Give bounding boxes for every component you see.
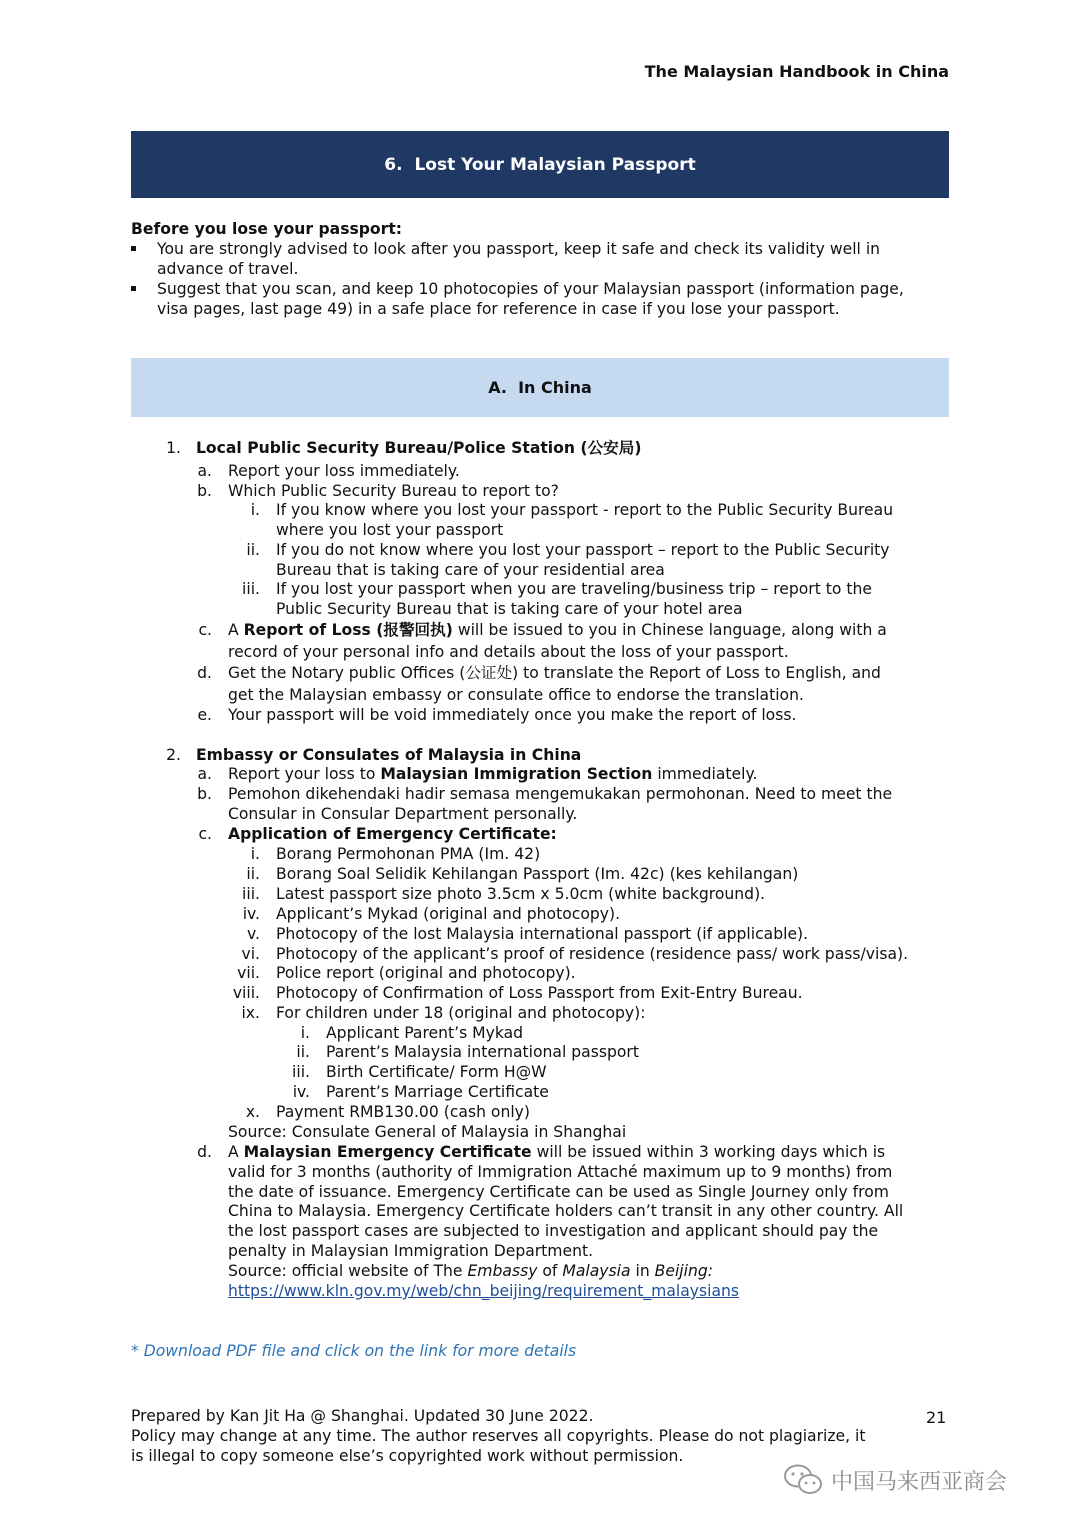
ec-item-text: Police report (original and photocopy). xyxy=(276,964,576,982)
item-1b-iii-line-1: If you lost your passport when you are traveling/business trip – report to the xyxy=(276,580,872,598)
before-bullet-2-line-1: Suggest that you scan, and keep 10 photocopies of your Malaysian passport (information page, xyxy=(157,280,904,298)
item-2d-line-4: China to Malaysia. Emergency Certificate holders can’t transit in any other country. All xyxy=(228,1202,904,1220)
child-item-text: Parent’s Malaysia international passport xyxy=(326,1043,639,1061)
ec-item-text: Applicant’s Mykad (original and photocopy). xyxy=(276,905,621,923)
ec-item-text: Photocopy of Confirmation of Loss Passport from Exit-Entry Bureau. xyxy=(276,984,803,1002)
item-2d-line-5: the lost passport cases are subjected to investigation and applicant should pay the xyxy=(228,1222,879,1240)
section-banner xyxy=(131,131,949,198)
item-2a-text: Report your loss to Malaysian Immigration Section immediately. xyxy=(228,765,758,783)
payment-text: Payment RMB130.00 (cash only) xyxy=(276,1103,530,1121)
child-item-label: iv. xyxy=(292,1083,310,1101)
ec-item-label: v. xyxy=(247,925,260,943)
item-1b-ii-line-2: Bureau that is taking care of your residential area xyxy=(276,561,665,579)
footer-line-1: Prepared by Kan Jit Ha @ Shanghai. Updated 30 June 2022. xyxy=(131,1407,594,1425)
payment-label: x. xyxy=(245,1103,260,1121)
footer-line-2: Policy may change at any time. The author reserves all copyrights. Please do not plagiarize, it xyxy=(131,1427,866,1445)
ec-item-label: vi. xyxy=(241,945,260,963)
item-1e-text: Your passport will be void immediately once you make the report of loss. xyxy=(228,706,797,724)
ec-item-label: viii. xyxy=(232,984,260,1002)
item-1b-i-line-1: If you know where you lost your passport - report to the Public Security Bureau xyxy=(276,501,894,519)
bullet-icon xyxy=(131,286,136,291)
child-item-label: ii. xyxy=(296,1043,310,1061)
ec-item-text: Borang Soal Selidik Kehilangan Passport (Im. 42c) (kes kehilangan) xyxy=(276,865,799,883)
item-2-number: 2. xyxy=(166,746,181,764)
child-item-label: iii. xyxy=(292,1063,310,1081)
running-header: The Malaysian Handbook in China xyxy=(644,62,949,81)
item-1c-line-1: A Report of Loss (报警回执) will be issued to you in Chinese language, along with a xyxy=(228,620,887,639)
item-1b-ii-label: ii. xyxy=(246,541,260,559)
item-2a-label: a. xyxy=(197,765,212,783)
child-item-text: Applicant Parent’s Mykad xyxy=(326,1024,524,1042)
item-2d-line-3: the date of issuance. Emergency Certificate can be used as Single Journey only from xyxy=(228,1183,889,1201)
item-1b-text: Which Public Security Bureau to report to? xyxy=(228,482,559,500)
item-2d-line-6: penalty in Malaysian Immigration Department. xyxy=(228,1242,594,1260)
bullet-icon xyxy=(131,246,136,251)
item-1a-label: a. xyxy=(197,462,212,480)
item-1b-iii-label: iii. xyxy=(242,580,260,598)
ec-item-text: Photocopy of the applicant’s proof of residence (residence pass/ work pass/visa). xyxy=(276,945,909,963)
ec-item-label: ii. xyxy=(246,865,260,883)
ec-item-text: Photocopy of the lost Malaysia international passport (if applicable). xyxy=(276,925,809,943)
item-2c-title: Application of Emergency Certificate: xyxy=(228,825,557,843)
ec-item-label: iv. xyxy=(242,905,260,923)
item-2b-line-1: Pemohon dikehendaki hadir semasa mengemukakan permohonan. Need to meet the xyxy=(228,785,893,803)
item-2d-line-1: A Malaysian Emergency Certificate will be issued within 3 working days which is xyxy=(228,1143,886,1161)
ec-item-text: Borang Permohonan PMA (Im. 42) xyxy=(276,845,541,863)
item-1c-label: c. xyxy=(198,621,212,639)
item-1b-ii-line-1: If you do not know where you lost your passport – report to the Public Security xyxy=(276,541,890,559)
download-note: * Download PDF file and click on the link for more details xyxy=(131,1342,577,1360)
child-item-text: Birth Certificate/ Form H@W xyxy=(326,1063,547,1081)
item-1d-line-2: get the Malaysian embassy or consulate office to endorse the translation. xyxy=(228,686,804,704)
ec-item-label: iii. xyxy=(242,885,260,903)
ec-item-label: vii. xyxy=(237,964,260,982)
ec-item-label: i. xyxy=(250,845,260,863)
before-bullet-2-line-2: visa pages, last page 49) in a safe place for reference in case if you lose your passport. xyxy=(157,300,840,318)
child-item-text: Parent’s Marriage Certificate xyxy=(326,1083,549,1101)
item-2d-source: Source: official website of The Embassy of Malaysia in Beijing: xyxy=(228,1262,713,1280)
item-2d-label: d. xyxy=(197,1143,212,1161)
item-1b-iii-line-2: Public Security Bureau that is taking care of your hotel area xyxy=(276,600,743,618)
item-1b-i-label: i. xyxy=(250,501,260,519)
item-1-number: 1. xyxy=(166,439,181,457)
before-bullet-1-line-2: advance of travel. xyxy=(157,260,299,278)
section-number: 6. xyxy=(384,154,403,175)
item-2c-label: c. xyxy=(198,825,212,843)
ec-source: Source: Consulate General of Malaysia in Shanghai xyxy=(228,1123,627,1141)
item-1b-label: b. xyxy=(197,482,212,500)
item-2b-line-2: Consular in Consular Department personally. xyxy=(228,805,578,823)
item-1b-i-line-2: where you lost your passport xyxy=(276,521,504,539)
wechat-icon xyxy=(783,1463,823,1497)
before-heading: Before you lose your passport: xyxy=(131,220,403,238)
ec-item-label: ix. xyxy=(241,1004,260,1022)
item-1a-text: Report your loss immediately. xyxy=(228,462,460,480)
ec-item-text: Latest passport size photo 3.5cm x 5.0cm (white background). xyxy=(276,885,766,903)
subsection-letter: A. xyxy=(488,378,507,397)
item-2b-label: b. xyxy=(197,785,212,803)
page-number: 21 xyxy=(926,1408,947,1427)
footer-line-3: is illegal to copy someone else’s copyrighted work without permission. xyxy=(131,1447,684,1465)
item-1c-line-2: record of your personal info and details about the loss of your passport. xyxy=(228,643,789,661)
item-1-title: Local Public Security Bureau/Police Station (公安局) xyxy=(196,438,642,457)
before-bullet-1-line-1: You are strongly advised to look after you passport, keep it safe and check its validity well in xyxy=(157,240,881,258)
subsection-title: In China xyxy=(518,378,592,397)
item-1e-label: e. xyxy=(197,706,212,724)
item-1d-label: d. xyxy=(197,664,212,682)
subsection-banner xyxy=(131,358,949,417)
watermark-text: 中国马来西亚商会 xyxy=(831,1469,1008,1495)
watermark xyxy=(783,1463,1007,1497)
section-title: Lost Your Malaysian Passport xyxy=(414,154,696,175)
ec-item-text: For children under 18 (original and photocopy): xyxy=(276,1004,646,1022)
child-item-label: i. xyxy=(300,1024,310,1042)
item-2-title: Embassy or Consulates of Malaysia in China xyxy=(196,746,582,764)
embassy-requirements-link[interactable]: https://www.kln.gov.my/web/chn_beijing/requirement_malaysians xyxy=(228,1282,740,1300)
item-1d-line-1: Get the Notary public Offices (公证处) to translate the Report of Loss to English, and xyxy=(228,664,881,682)
item-2d-line-2: valid for 3 months (authority of Immigration Attaché maximum up to 9 months) from xyxy=(228,1163,893,1181)
